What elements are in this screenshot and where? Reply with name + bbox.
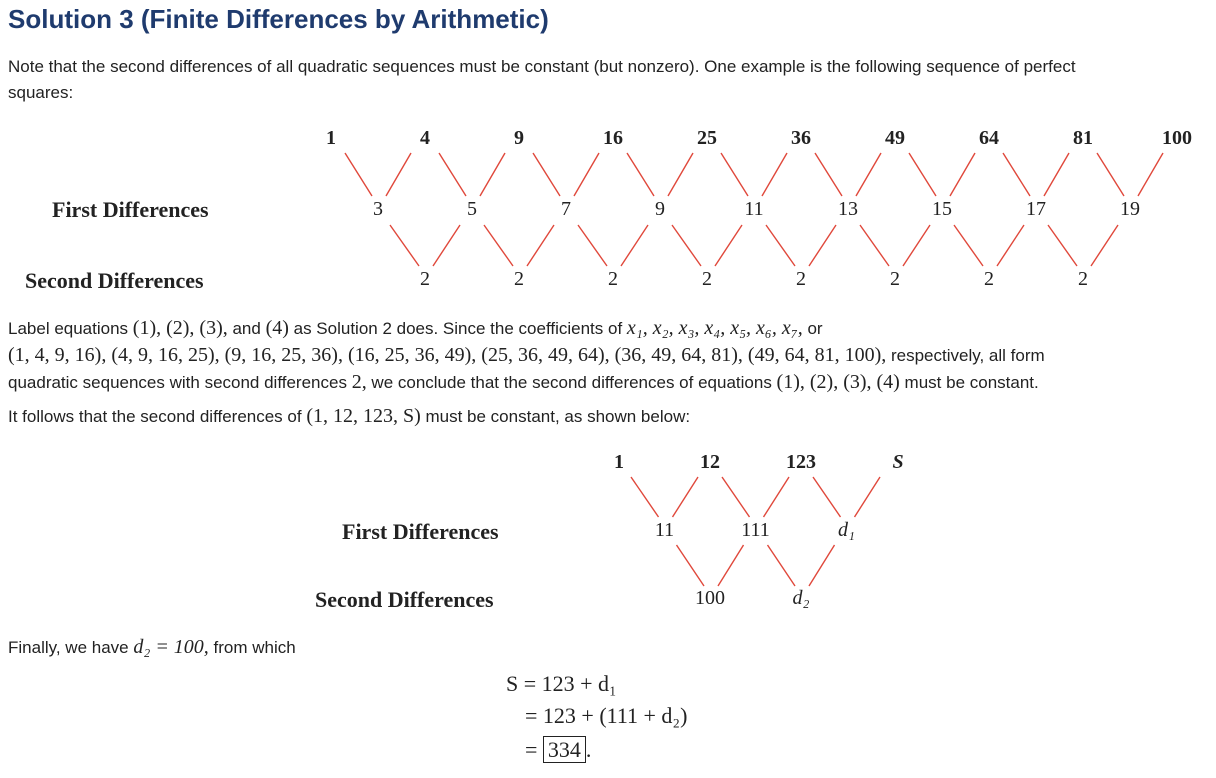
finally-paragraph (8, 634, 296, 661)
sequence-term: 12 (700, 451, 720, 473)
connector-line (677, 545, 705, 586)
equals-sign: = (525, 737, 538, 762)
square-term: 9 (514, 127, 524, 149)
connector-line (809, 545, 835, 586)
connector-line (813, 477, 841, 517)
solution-heading: Solution 3 (Finite Differences by Arithmetic) (8, 4, 549, 34)
text-fragment: must be constant. (899, 373, 1039, 392)
second-difference: 2 (514, 268, 524, 290)
squares-first-diff-label: First Differences (52, 197, 209, 222)
squares-second-diff-label: Second Differences (25, 268, 204, 293)
small-second-diff-label: Second Differences (315, 587, 494, 612)
text-fragment: as Solution 2 does. Since the coefficients of (288, 319, 627, 338)
math-tuple: (1, 12, 123, S) (306, 405, 421, 427)
square-term: 1 (326, 127, 336, 149)
first-difference: 11 (654, 519, 675, 541)
text-fragment: and (227, 319, 266, 338)
second-difference: d₂ (792, 587, 810, 609)
square-term: 81 (1073, 127, 1093, 149)
text-fragment: Label equations (8, 319, 133, 338)
square-term: 4 (420, 127, 430, 149)
second-difference: 2 (608, 268, 618, 290)
square-term: 36 (791, 127, 811, 149)
boxed-answer: 334 (543, 736, 586, 763)
math-d2-equation: d₂ = 100, (133, 636, 209, 658)
square-term: 100 (1162, 127, 1192, 149)
square-term: 25 (697, 127, 717, 149)
intro-line-1: Note that the second differences of all quadratic sequences must be constant (but nonzero). One example is the following sequence of perfect (8, 57, 1076, 76)
first-difference: 111 (741, 519, 770, 541)
square-term: 64 (979, 127, 999, 149)
math-equation-labels: (1), (2), (3), (132, 317, 228, 339)
derivation-line-3 (525, 737, 591, 763)
second-difference: 100 (695, 587, 725, 609)
sequence-term: 123 (786, 451, 816, 473)
second-difference: 2 (984, 268, 994, 290)
first-difference: d₁ (838, 519, 855, 541)
connector-line (722, 477, 750, 517)
text-fragment: must be constant, as shown below: (420, 407, 691, 426)
first-difference: 13 (838, 198, 858, 220)
first-difference: 11 (744, 198, 764, 220)
connector-line (764, 477, 790, 517)
intro-line-2: squares: (8, 83, 74, 102)
first-difference: 9 (655, 198, 665, 220)
text-fragment: quadratic sequences with second differences (8, 373, 352, 392)
math-equation-label-4: (4) (265, 317, 289, 339)
first-difference: 5 (467, 198, 477, 220)
square-term: 49 (885, 127, 905, 149)
math-tuples: (1, 4, 9, 16), (4, 9, 16, 25), (9, 16, 25, 36), (16, 25, 36, 49), (25, 36, 49, 64), (36, 49, 64, 81), (49, 64, 81, 100), (8, 344, 887, 366)
first-difference: 19 (1120, 198, 1140, 220)
first-difference: 15 (932, 198, 952, 220)
sequence-term: S (892, 451, 904, 473)
square-term: 16 (603, 127, 623, 149)
first-difference: 7 (561, 198, 571, 220)
math-variables: x₁, x₂, x₃, x₄, x₅, x₆, x₇, (626, 317, 803, 339)
connector-line (631, 477, 659, 517)
second-difference: 2 (890, 268, 900, 290)
small-first-diff-label: First Differences (342, 519, 499, 544)
period: . (585, 737, 592, 762)
connector-line (673, 477, 699, 517)
sequence-term: 1 (614, 451, 624, 473)
derivation-line-2: = 123 + (111 + d₂) (525, 703, 688, 728)
text-fragment: respectively, all form (886, 346, 1045, 365)
text-fragment: or (802, 319, 823, 338)
second-difference: 2 (702, 268, 712, 290)
connector-line (718, 545, 744, 586)
first-difference: 3 (373, 198, 383, 220)
second-difference: 2 (796, 268, 806, 290)
connector-line (768, 545, 796, 586)
math-two: 2, (351, 371, 367, 393)
first-difference: 17 (1026, 198, 1046, 220)
second-difference: 2 (1078, 268, 1088, 290)
second-difference: 2 (420, 268, 430, 290)
text-fragment: we conclude that the second differences of equations (366, 373, 777, 392)
derivation-line-1: S = 123 + d₁ (506, 671, 617, 696)
text-fragment: from which (208, 638, 296, 657)
text-fragment: It follows that the second differences of (8, 407, 307, 426)
text-fragment: Finally, we have (8, 638, 134, 657)
connector-line (855, 477, 881, 517)
math-equations: (1), (2), (3), (4) (776, 371, 900, 393)
